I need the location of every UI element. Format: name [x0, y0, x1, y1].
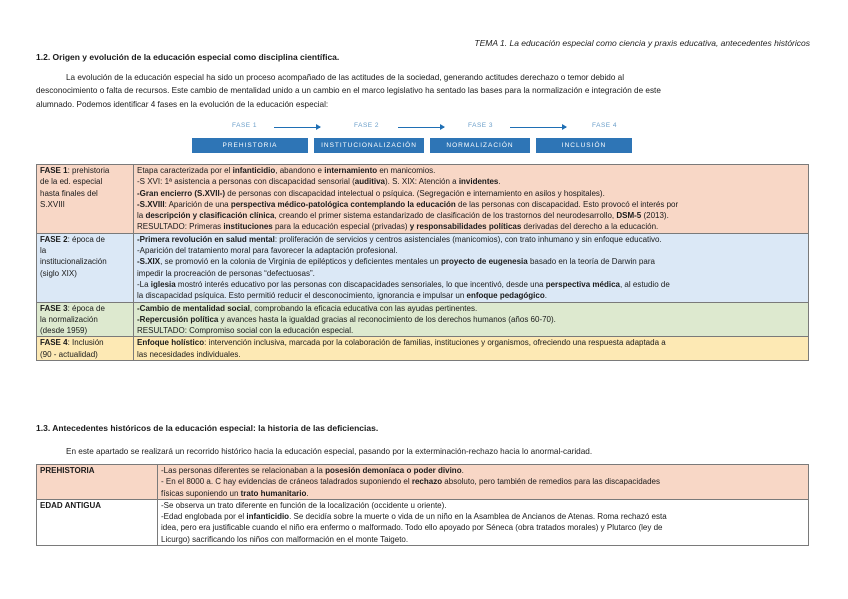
- text-run: . Se decidía sobre la muerte o vida de un niño en la Asamblea de Ancianos de Atenas. Roma rechazó esta: [289, 512, 667, 522]
- phase-number: FASE 1: [40, 166, 68, 175]
- cell-line: [161, 500, 805, 511]
- text-run: .: [461, 466, 464, 475]
- bold-text: trato humanitario: [240, 488, 307, 498]
- bold-text: -Gran encierro (S.XVII-): [137, 188, 226, 198]
- text-run: -Se observa un trato diferente en función de la localización (occidente u oriente).: [161, 500, 447, 510]
- running-header: TEMA 1. La educación especial como ciencia y praxis educativa, antecedentes históricos: [474, 38, 810, 48]
- text-run: RESULTADO: Compromiso social con la educación especial.: [137, 326, 354, 336]
- text-run: , se promovió en la colonia de Virginia de epilépticos y deficientes mentales un: [160, 257, 442, 267]
- text-run: la discapacidad psíquica. Esto permitió reducir el desconocimiento, ignorancia e impulsar un: [137, 291, 467, 301]
- text-run: , al estudio de: [619, 279, 670, 289]
- history-table: [36, 464, 809, 546]
- text-run: impedir la procreación de personas “defectuosas”.: [137, 268, 315, 278]
- phase-number: FASE 2: [40, 234, 68, 244]
- text-run: Etapa caracterizada por el: [137, 166, 233, 175]
- cell-line: de la ed. especial: [40, 177, 103, 187]
- text-run: y avances hasta la igualdad gracias al reconocimiento de los derechos humanos (años 60-70).: [218, 314, 556, 324]
- text-run: la: [137, 211, 146, 221]
- arrow-right-icon: [398, 127, 444, 128]
- phase-diagram: [192, 122, 632, 154]
- table-row: [37, 302, 809, 337]
- section-heading-1-3: 1.3. Antecedentes históricos de la educación especial: la historia de las deficiencias.: [36, 423, 379, 433]
- text-run: -S XVI: 1ª asistencia a personas con discapacidad sensorial (: [137, 177, 355, 187]
- phase-box-normalizacion: NORMALIZACIÓN: [430, 138, 530, 153]
- phase-name-cell: [37, 337, 134, 361]
- cell-line: [137, 221, 805, 232]
- text-run: mostró interés educativo por las personas con discapacidades sensoriales, lo que incentivó, desde una: [175, 279, 546, 289]
- cell-line: FASE 4: Inclusión: [40, 338, 104, 348]
- paragraph-line: La evolución de la educación especial ha sido un proceso acompañado de las actitudes de la sociedad, generando actitudes derechazo o temor debido al: [66, 73, 625, 82]
- phase-label: FASE 3: [468, 122, 494, 129]
- cell-line: [137, 268, 805, 279]
- paragraph-line: alumnado. Podemos identificar 4 fases en la evolución de la educación especial:: [36, 99, 329, 109]
- bold-text: perspectiva médico-patológica contemplando la educación: [230, 199, 456, 209]
- phase-description-cell: [134, 165, 809, 234]
- phase-name-cell: [37, 302, 134, 337]
- text-run: idea, pero era justificable cuando el niño era enfermo o malformado. Todo ello apoyado por Séneca (obra tratados morales) y Plutarco (ley de: [161, 523, 663, 533]
- cell-line: [137, 234, 805, 245]
- table-row: [37, 233, 809, 302]
- table-row: [37, 337, 809, 361]
- bold-text: -S.XIX: [137, 257, 161, 267]
- bold-text: infanticidio: [246, 512, 290, 522]
- table-row: [37, 465, 809, 500]
- phase-description-cell: [134, 302, 809, 337]
- bold-text: infanticidio: [232, 166, 276, 175]
- history-intro-paragraph: [36, 445, 806, 458]
- text-run: de las personas con discapacidad. Esto provocó el interés por: [455, 199, 679, 209]
- cell-line: [161, 488, 805, 499]
- text-run: RESULTADO: Primeras: [137, 222, 224, 232]
- text-run: absoluto, pero también de remedios para las discapacidades: [442, 477, 660, 487]
- cell-line: FASE 1: prehistoria: [40, 166, 110, 175]
- phase-number: FASE 3: [40, 303, 68, 313]
- paragraph-line: En este apartado se realizará un recorrido histórico hacia la educación especial, pasando por la exterminación-rechazo hacia lo anormal-caridad.: [66, 447, 593, 456]
- text-run: .: [544, 291, 547, 301]
- text-run: : proliferación de servicios y centros asistenciales (manicomios), con trato inhumano y sin enfoque educativo.: [274, 234, 662, 244]
- phase-description-cell: [134, 233, 809, 302]
- cell-line: [137, 325, 805, 336]
- text-run: basado en la teoría de Darwin para: [527, 257, 655, 267]
- intro-paragraph: [36, 71, 806, 111]
- text-run: , comprobando la eficacia educativa con las ayudas pertinentes.: [249, 303, 478, 313]
- text-run: en manicomios.: [377, 166, 436, 175]
- cell-line: [137, 199, 805, 210]
- phase-box-inclusion: INCLUSIÓN: [536, 138, 632, 153]
- text-run: derivadas del derecho a la educación.: [521, 222, 659, 232]
- cell-line: FASE 3: época de: [40, 303, 105, 313]
- arrow-right-icon: [510, 127, 566, 128]
- text-run: -La: [137, 279, 151, 289]
- cell-line: (90 - actualidad): [40, 349, 98, 359]
- cell-line: [137, 176, 805, 187]
- bold-text: perspectiva médica: [545, 279, 620, 289]
- cell-line: [161, 511, 805, 522]
- bold-text: -Primera revolución en salud mental: [137, 234, 275, 244]
- cell-line: FASE 2: época de: [40, 234, 105, 244]
- cell-line: [137, 210, 805, 221]
- phase-description-cell: [134, 337, 809, 361]
- cell-line: [137, 188, 805, 199]
- section-heading-1-2: 1.2. Origen y evolución de la educación especial como disciplina científica.: [36, 52, 340, 62]
- text-run: : Aparición de una: [164, 199, 231, 209]
- cell-line: (siglo XIX): [40, 268, 77, 278]
- text-run: -Las personas diferentes se relacionaban a la: [161, 466, 326, 475]
- cell-line: (desde 1959): [40, 326, 88, 336]
- period-cell: EDAD ANTIGUA: [37, 499, 158, 545]
- text-run: .: [306, 488, 309, 498]
- cell-line: S.XVIII: [40, 199, 65, 209]
- phase-name-cell: [37, 165, 134, 234]
- cell-line: institucionalización: [40, 257, 107, 267]
- text-run: Licurgo) sacrificando los niños con malformación en el monte Taigeto.: [161, 534, 409, 544]
- bold-text: y responsabilidades políticas: [409, 222, 522, 232]
- cell-line: [137, 314, 805, 325]
- table-row: [37, 165, 809, 234]
- bold-text: invidentes: [458, 177, 499, 187]
- cell-line: [137, 290, 805, 301]
- cell-line: la normalización: [40, 314, 98, 324]
- bold-text: posesión demoníaca o poder divino: [325, 466, 462, 475]
- text-run: (2013).: [641, 211, 669, 221]
- text-run: - En el 8000 a. C hay evidencias de cráneos taladrados suponiendo el: [161, 477, 412, 487]
- cell-line: la: [40, 246, 47, 256]
- bold-text: descripción y clasificación clínica: [145, 211, 275, 221]
- bold-text: -Repercusión política: [137, 314, 219, 324]
- bold-text: proyecto de eugenesia: [441, 257, 528, 267]
- text-run: para la educación especial (privadas): [272, 222, 410, 232]
- arrow-right-icon: [274, 127, 320, 128]
- cell-line: [137, 303, 805, 314]
- bold-text: -Cambio de mentalidad social: [137, 303, 250, 313]
- paragraph-line: desconocimiento o falta de recursos. Este cambio de mentalidad unido a un cambio en el marco legislativo ha sentado las bases para la normalización e integración de este: [36, 86, 661, 96]
- text-run: , creando el primer sistema estandarizado de clasificación de los trastornos del neurodesarrollo,: [274, 211, 617, 221]
- text-run: -Aparición del tratamiento moral para favorecer la adaptación profesional.: [137, 246, 398, 256]
- phase-label: FASE 1: [232, 122, 258, 129]
- cell-line: [161, 534, 805, 545]
- table-row: [37, 499, 809, 545]
- text-run: , abandono e: [275, 166, 325, 175]
- cell-line: [161, 465, 805, 476]
- phase-box-institucionalizacion: INSTITUCIONALIZACIÓN: [314, 138, 424, 153]
- text-run: : intervención inclusiva, marcada por la colaboración de familias, instituciones y organismos, ofreciendo una respuesta adaptada a: [204, 338, 666, 348]
- bold-text: DSM-5: [616, 211, 642, 221]
- text-run: las necesidades individuales.: [137, 349, 241, 359]
- cell-line: [161, 476, 805, 487]
- period-cell: PREHISTORIA: [37, 465, 158, 500]
- text-run: ). S. XIX: Atención a: [384, 177, 459, 187]
- bold-text: internamiento: [324, 166, 378, 175]
- cell-line: [137, 279, 805, 290]
- cell-line: hasta finales del: [40, 188, 98, 198]
- text-run: .: [498, 177, 501, 187]
- period-description-cell: [158, 499, 809, 545]
- cell-line: [161, 522, 805, 533]
- text-run: -Edad englobada por el: [161, 512, 247, 522]
- phase-name-cell: [37, 233, 134, 302]
- phase-number: FASE 4: [40, 338, 68, 348]
- phase-box-prehistoria: PREHISTORIA: [192, 138, 308, 153]
- bold-text: enfoque pedagógico: [466, 291, 545, 301]
- text-run: de personas con discapacidad intelectual o psíquica. (Segregación e internamiento en asilos y hospitales).: [225, 188, 605, 198]
- bold-text: iglesia: [150, 279, 176, 289]
- text-run: físicas suponiendo un: [161, 488, 241, 498]
- bold-text: rechazo: [411, 477, 443, 487]
- period-description-cell: [158, 465, 809, 500]
- bold-text: -S.XVIII: [137, 199, 165, 209]
- bold-text: Enfoque holístico: [137, 338, 205, 348]
- cell-line: [137, 349, 805, 360]
- cell-line: [137, 165, 805, 176]
- bold-text: auditiva: [354, 177, 385, 187]
- phases-table: [36, 164, 809, 361]
- cell-line: [137, 337, 805, 348]
- cell-line: [137, 256, 805, 267]
- phase-label: FASE 2: [354, 122, 380, 129]
- phase-label: FASE 4: [592, 122, 618, 129]
- cell-line: [137, 245, 805, 256]
- bold-text: instituciones: [223, 222, 273, 232]
